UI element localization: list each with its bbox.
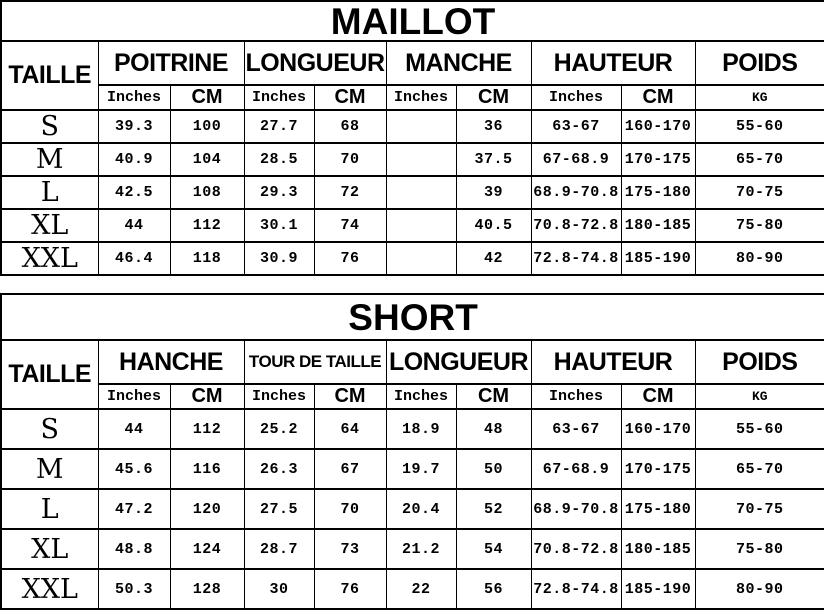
maillot-col-header-poids: POIDS: [695, 41, 824, 85]
hanche-cm-cell: 120: [170, 489, 244, 529]
subheader-tour-de-taille-inches: Inches: [244, 384, 314, 409]
hauteur-inches-cell: 63-67: [531, 409, 621, 449]
longueur-cm-cell: 56: [456, 569, 531, 609]
maillot-title-row: [1, 1, 824, 41]
short-header-row: [1, 340, 824, 384]
longueur-cm-cell: 70: [314, 143, 386, 176]
short-size-table: [0, 293, 824, 610]
poitrine-cm-cell: 104: [170, 143, 244, 176]
tour-de-taille-inches-cell: 27.5: [244, 489, 314, 529]
hauteur-inches-cell: 70.8-72.8: [531, 209, 621, 242]
maillot-subheader-row: [1, 85, 824, 110]
longueur-cm-cell: 54: [456, 529, 531, 569]
hauteur-cm-cell: 185-190: [621, 569, 695, 609]
tour-de-taille-inches-cell: 25.2: [244, 409, 314, 449]
size-label: XXL: [1, 242, 98, 275]
hanche-cm-cell: 124: [170, 529, 244, 569]
size-label: S: [1, 409, 98, 449]
hanche-cm-cell: 128: [170, 569, 244, 609]
poitrine-inches-cell: 44: [98, 209, 170, 242]
maillot-row-xl: [1, 209, 824, 242]
poitrine-inches-cell: 40.9: [98, 143, 170, 176]
poids-kg-cell: 65-70: [695, 449, 824, 489]
short-row-s: [1, 409, 824, 449]
subheader-poids-kg: KG: [695, 384, 824, 409]
maillot-row-m: [1, 143, 824, 176]
manche-inches-cell: [386, 209, 456, 242]
poitrine-cm-cell: 100: [170, 110, 244, 143]
longueur-inches-cell: 28.5: [244, 143, 314, 176]
short-col-header-poids: POIDS: [695, 340, 824, 384]
subheader-longueur-inches: Inches: [386, 384, 456, 409]
poids-kg-cell: 65-70: [695, 143, 824, 176]
size-label: M: [1, 449, 98, 489]
maillot-row-xxl: [1, 242, 824, 275]
short-row-xxl: [1, 569, 824, 609]
poids-kg-cell: 75-80: [695, 529, 824, 569]
longueur-inches-cell: 18.9: [386, 409, 456, 449]
subheader-poitrine-cm: CM: [170, 85, 244, 110]
tour-de-taille-inches-cell: 30: [244, 569, 314, 609]
tour-de-taille-cm-cell: 73: [314, 529, 386, 569]
hauteur-cm-cell: 175-180: [621, 176, 695, 209]
hauteur-inches-cell: 72.8-74.8: [531, 242, 621, 275]
hanche-inches-cell: 48.8: [98, 529, 170, 569]
tour-de-taille-cm-cell: 64: [314, 409, 386, 449]
maillot-col-header-longueur: LONGUEUR: [244, 41, 386, 85]
subheader-hauteur-cm: CM: [621, 384, 695, 409]
poitrine-inches-cell: 46.4: [98, 242, 170, 275]
hanche-inches-cell: 47.2: [98, 489, 170, 529]
size-label: S: [1, 110, 98, 143]
subheader-hauteur-cm: CM: [621, 85, 695, 110]
longueur-inches-cell: 29.3: [244, 176, 314, 209]
longueur-inches-cell: 27.7: [244, 110, 314, 143]
size-label: L: [1, 489, 98, 529]
longueur-inches-cell: 30.9: [244, 242, 314, 275]
hanche-cm-cell: 116: [170, 449, 244, 489]
size-label: XL: [1, 529, 98, 569]
longueur-inches-cell: 30.1: [244, 209, 314, 242]
longueur-cm-cell: 48: [456, 409, 531, 449]
short-row-l: [1, 489, 824, 529]
size-label: XXL: [1, 569, 98, 609]
poids-kg-cell: 75-80: [695, 209, 824, 242]
short-title-row: [1, 294, 824, 340]
manche-cm-cell: 42: [456, 242, 531, 275]
maillot-col-header-taille: TAILLE: [1, 41, 98, 110]
maillot-col-header-poitrine: POITRINE: [98, 41, 244, 85]
longueur-cm-cell: 52: [456, 489, 531, 529]
hanche-inches-cell: 45.6: [98, 449, 170, 489]
hauteur-inches-cell: 63-67: [531, 110, 621, 143]
manche-cm-cell: 36: [456, 110, 531, 143]
size-label: L: [1, 176, 98, 209]
size-label: M: [1, 143, 98, 176]
short-col-header-longueur: LONGUEUR: [386, 340, 531, 384]
subheader-manche-cm: CM: [456, 85, 531, 110]
maillot-header-row: [1, 41, 824, 85]
longueur-inches-cell: 20.4: [386, 489, 456, 529]
hauteur-inches-cell: 67-68.9: [531, 143, 621, 176]
subheader-longueur-cm: CM: [314, 85, 386, 110]
tour-de-taille-inches-cell: 28.7: [244, 529, 314, 569]
maillot-col-header-hauteur: HAUTEUR: [531, 41, 695, 85]
poitrine-cm-cell: 118: [170, 242, 244, 275]
subheader-hanche-inches: Inches: [98, 384, 170, 409]
poitrine-inches-cell: 39.3: [98, 110, 170, 143]
poids-kg-cell: 70-75: [695, 176, 824, 209]
longueur-inches-cell: 21.2: [386, 529, 456, 569]
hauteur-inches-cell: 72.8-74.8: [531, 569, 621, 609]
manche-cm-cell: 37.5: [456, 143, 531, 176]
hauteur-cm-cell: 170-175: [621, 143, 695, 176]
longueur-cm-cell: 50: [456, 449, 531, 489]
subheader-hauteur-inches: Inches: [531, 85, 621, 110]
hauteur-inches-cell: 70.8-72.8: [531, 529, 621, 569]
longueur-inches-cell: 22: [386, 569, 456, 609]
longueur-inches-cell: 19.7: [386, 449, 456, 489]
poids-kg-cell: 55-60: [695, 110, 824, 143]
manche-inches-cell: [386, 176, 456, 209]
hanche-inches-cell: 50.3: [98, 569, 170, 609]
tour-de-taille-cm-cell: 67: [314, 449, 386, 489]
short-title: SHORT: [1, 294, 824, 340]
short-col-header-tour-de-taille: TOUR DE TAILLE: [244, 340, 386, 384]
maillot-title: MAILLOT: [1, 1, 824, 41]
manche-inches-cell: [386, 242, 456, 275]
hauteur-cm-cell: 185-190: [621, 242, 695, 275]
short-subheader-row: [1, 384, 824, 409]
tour-de-taille-cm-cell: 70: [314, 489, 386, 529]
poids-kg-cell: 80-90: [695, 569, 824, 609]
tour-de-taille-cm-cell: 76: [314, 569, 386, 609]
maillot-size-table: [0, 0, 824, 276]
hauteur-inches-cell: 68.9-70.8: [531, 176, 621, 209]
manche-inches-cell: [386, 143, 456, 176]
short-row-xl: [1, 529, 824, 569]
poids-kg-cell: 70-75: [695, 489, 824, 529]
hauteur-cm-cell: 160-170: [621, 110, 695, 143]
short-col-header-hauteur: HAUTEUR: [531, 340, 695, 384]
size-label: XL: [1, 209, 98, 242]
manche-inches-cell: [386, 110, 456, 143]
subheader-manche-inches: Inches: [386, 85, 456, 110]
subheader-poids-kg: KG: [695, 85, 824, 110]
longueur-cm-cell: 72: [314, 176, 386, 209]
poids-kg-cell: 55-60: [695, 409, 824, 449]
longueur-cm-cell: 76: [314, 242, 386, 275]
longueur-cm-cell: 68: [314, 110, 386, 143]
hanche-inches-cell: 44: [98, 409, 170, 449]
hauteur-cm-cell: 180-185: [621, 529, 695, 569]
subheader-longueur-inches: Inches: [244, 85, 314, 110]
poitrine-cm-cell: 112: [170, 209, 244, 242]
manche-cm-cell: 39: [456, 176, 531, 209]
subheader-tour-de-taille-cm: CM: [314, 384, 386, 409]
hauteur-inches-cell: 67-68.9: [531, 449, 621, 489]
hauteur-cm-cell: 175-180: [621, 489, 695, 529]
tour-de-taille-inches-cell: 26.3: [244, 449, 314, 489]
hauteur-inches-cell: 68.9-70.8: [531, 489, 621, 529]
maillot-row-s: [1, 110, 824, 143]
poids-kg-cell: 80-90: [695, 242, 824, 275]
subheader-poitrine-inches: Inches: [98, 85, 170, 110]
poitrine-inches-cell: 42.5: [98, 176, 170, 209]
subheader-hauteur-inches: Inches: [531, 384, 621, 409]
maillot-col-header-manche: MANCHE: [386, 41, 531, 85]
manche-cm-cell: 40.5: [456, 209, 531, 242]
poitrine-cm-cell: 108: [170, 176, 244, 209]
subheader-hanche-cm: CM: [170, 384, 244, 409]
hauteur-cm-cell: 180-185: [621, 209, 695, 242]
short-row-m: [1, 449, 824, 489]
subheader-longueur-cm: CM: [456, 384, 531, 409]
longueur-cm-cell: 74: [314, 209, 386, 242]
hanche-cm-cell: 112: [170, 409, 244, 449]
short-col-header-hanche: HANCHE: [98, 340, 244, 384]
maillot-row-l: [1, 176, 824, 209]
hauteur-cm-cell: 170-175: [621, 449, 695, 489]
short-col-header-taille: TAILLE: [1, 340, 98, 409]
hauteur-cm-cell: 160-170: [621, 409, 695, 449]
